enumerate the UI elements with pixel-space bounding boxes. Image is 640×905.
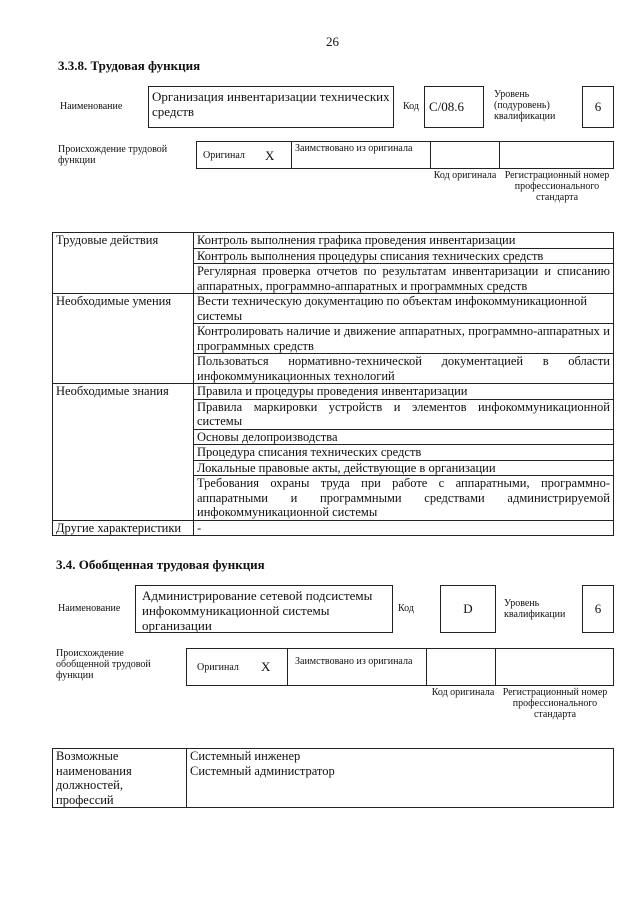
origin-grid	[196, 141, 614, 169]
code-box	[424, 86, 484, 128]
positions-table	[52, 748, 614, 808]
item-cell: Регулярная проверка отчетов по результатам инвентаризации и списанию аппаратных, программно-аппаратных и программных средств	[194, 264, 614, 294]
origin-grid	[186, 648, 614, 686]
section-heading: 3.3.8. Трудовая функция	[58, 58, 201, 73]
item-cell: Контроль выполнения процедуры списания технических средств	[194, 248, 614, 264]
table-row	[53, 520, 614, 536]
table-row	[53, 233, 614, 249]
original-mark: X	[261, 659, 271, 674]
page-number: 26	[326, 34, 339, 49]
original-label: Оригинал	[197, 662, 239, 673]
category-cell: Другие характеристики	[53, 520, 194, 536]
code-label: Код	[403, 101, 419, 112]
item-cell: Правила и процедуры проведения инвентаризации	[194, 384, 614, 400]
reg-number-label: Регистрационный номер профессионального стандарта	[504, 170, 610, 203]
name-label: Наименование	[58, 603, 121, 614]
name-label: Наименование	[60, 101, 123, 112]
origin-label: Происхождение обобщенной трудовой функции	[56, 648, 151, 681]
table-row	[53, 384, 614, 400]
level-box	[582, 585, 614, 633]
code-value: С/08.6	[429, 99, 465, 114]
level-label: Уровень квалификации	[504, 598, 566, 620]
item-cell: -	[194, 520, 614, 536]
category-cell: Необходимые знания	[53, 384, 194, 521]
item-cell: Вести техническую документацию по объектам инфокоммуникационной системы	[194, 294, 614, 324]
origin-original-cell	[187, 649, 288, 685]
category-cell: Трудовые действия	[53, 233, 194, 294]
level-box	[582, 86, 614, 128]
original-mark: X	[265, 148, 275, 163]
item-cell: Пользоваться нормативно-технической документацией в области инфокоммуникационных технологий	[194, 354, 614, 384]
reg-number-label: Регистрационный номер профессионального стандарта	[502, 687, 608, 720]
item-cell: Основы делопроизводства	[194, 429, 614, 445]
code-original-label: Код оригинала	[433, 170, 497, 181]
function-name-text: Организация инвентаризации технических средств	[152, 89, 390, 119]
positions-cell	[187, 749, 614, 808]
category-cell: Необходимые умения	[53, 294, 194, 384]
function-name-box	[148, 86, 394, 128]
borrowed-label: Заимствовано из оригинала	[295, 143, 413, 154]
table-row	[53, 294, 614, 324]
level-label: Уровень (подуровень) квалификации	[494, 89, 556, 122]
code-value: D	[463, 601, 473, 616]
item-cell: Контролировать наличие и движение аппаратных, программно-аппаратных и программных средств	[194, 324, 614, 354]
requirements-table	[52, 232, 614, 536]
positions-label-cell: Возможные наименования должностей, профессий	[53, 749, 187, 808]
item-cell: Требования охраны труда при работе с аппаратными, программно-аппаратными и программными средствами администрируемой инфокоммуникационной системы	[194, 476, 614, 521]
borrowed-label: Заимствовано из оригинала	[295, 656, 413, 667]
level-value: 6	[594, 601, 602, 616]
item-cell: Локальные правовые акты, действующие в организации	[194, 460, 614, 476]
position-item: Системный инженер	[190, 749, 301, 763]
table-row	[53, 749, 614, 808]
original-label: Оригинал	[203, 150, 245, 161]
item-cell: Правила маркировки устройств и элементов инфокоммуникационной системы	[194, 399, 614, 429]
code-box	[440, 585, 496, 633]
item-cell: Контроль выполнения графика проведения инвентаризации	[194, 233, 614, 249]
position-item: Системный администратор	[190, 763, 335, 778]
code-label: Код	[398, 603, 414, 614]
origin-label: Происхождение трудовой функции	[58, 144, 168, 166]
generalized-function-name-box	[135, 585, 393, 633]
item-cell: Процедура списания технических средств	[194, 445, 614, 461]
level-value: 6	[594, 99, 602, 114]
origin-original-cell	[197, 142, 292, 168]
section-heading: 3.4. Обобщенная трудовая функция	[56, 557, 265, 572]
generalized-function-name-text: Администрирование сетевой подсистемы инфокоммуникационной системы организации	[142, 588, 373, 633]
code-original-label: Код оригинала	[431, 687, 495, 698]
